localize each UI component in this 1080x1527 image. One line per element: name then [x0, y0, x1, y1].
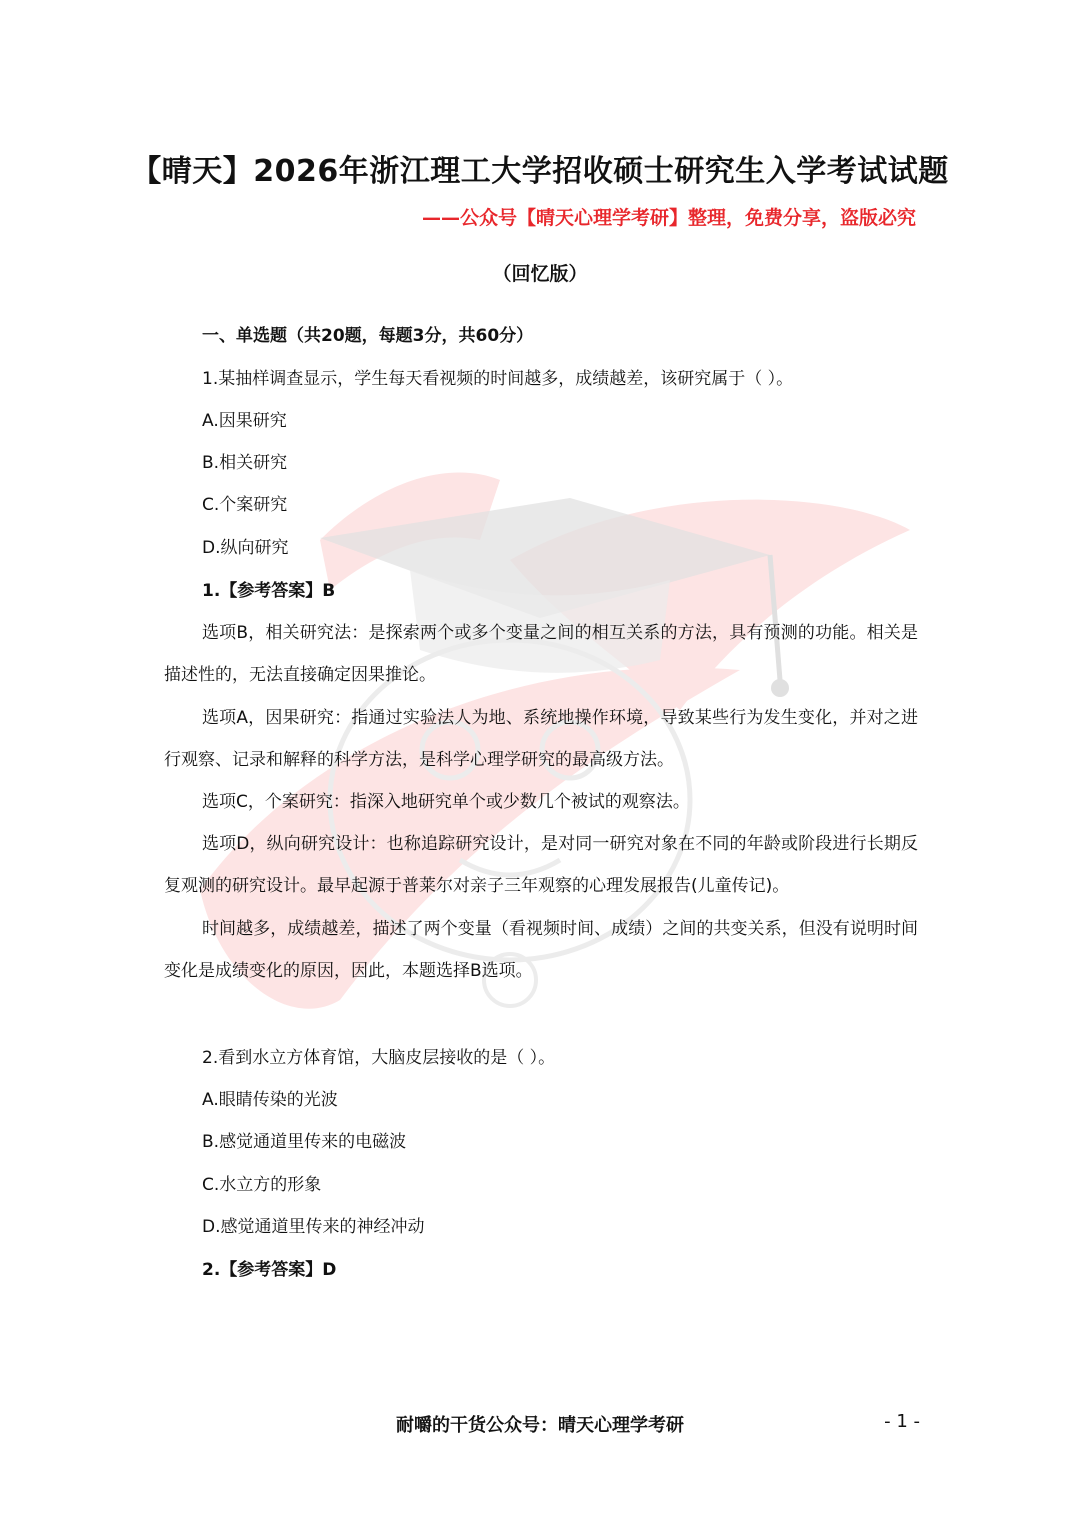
explanation-paragraph: 选项A，因果研究：指通过实验法人为地、系统地操作环境，导致某些行为发生变化，并对之进行观察、记录和解释的科学方法，是科学心理学研究的最高级方法。	[164, 708, 918, 770]
footer-text: 耐嚼的干货公众号：晴天心理学考研	[396, 1415, 684, 1436]
explanation-paragraph: 选项C，个案研究：指深入地研究单个或少数几个被试的观察法。	[202, 792, 690, 812]
option-d: D.纵向研究	[202, 538, 289, 558]
explanation-paragraph: 选项B，相关研究法：是探索两个或多个变量之间的相互关系的方法，具有预测的功能。相关是描述性的，无法直接确定因果推论。	[164, 623, 918, 685]
option-c: C.水立方的形象	[202, 1175, 322, 1195]
question-stem: 1.某抽样调查显示，学生每天看视频的时间越多，成绩越差，该研究属于（ ）。	[202, 369, 794, 389]
subtitle-notice: ——公众号【晴天心理学考研】整理，免费分享，盗版必究	[421, 207, 916, 229]
question-stem: 2.看到水立方体育馆，大脑皮层接收的是（ ）。	[202, 1048, 556, 1068]
option-a: A.眼睛传染的光波	[202, 1090, 338, 1110]
option-b: B.感觉通道里传来的电磁波	[202, 1132, 407, 1152]
answer-label: 1.【参考答案】B	[202, 581, 336, 601]
explanation-paragraph: 时间越多，成绩越差，描述了两个变量（看视频时间、成绩）之间的共变关系，但没有说明时间变化是成绩变化的原因，因此，本题选择B选项。	[164, 919, 918, 981]
option-b: B.相关研究	[202, 453, 288, 473]
option-c: C.个案研究	[202, 495, 288, 515]
section-heading: 一、单选题（共20题，每题3分，共60分）	[202, 326, 534, 346]
page-title: 【晴天】2026年浙江理工大学招收硕士研究生入学考试试题	[131, 154, 949, 189]
option-d: D.感觉通道里传来的神经冲动	[202, 1217, 425, 1237]
page-number: - 1 -	[884, 1411, 920, 1432]
explanation-paragraph: 选项D，纵向研究设计：也称追踪研究设计，是对同一研究对象在不同的年龄或阶段进行长期反复观测的研究设计。最早起源于普莱尔对亲子三年观察的心理发展报告(儿童传记)。	[164, 834, 918, 896]
answer-label: 2.【参考答案】D	[202, 1260, 337, 1280]
option-a: A.因果研究	[202, 411, 287, 431]
edition-label: （回忆版）	[492, 263, 588, 285]
